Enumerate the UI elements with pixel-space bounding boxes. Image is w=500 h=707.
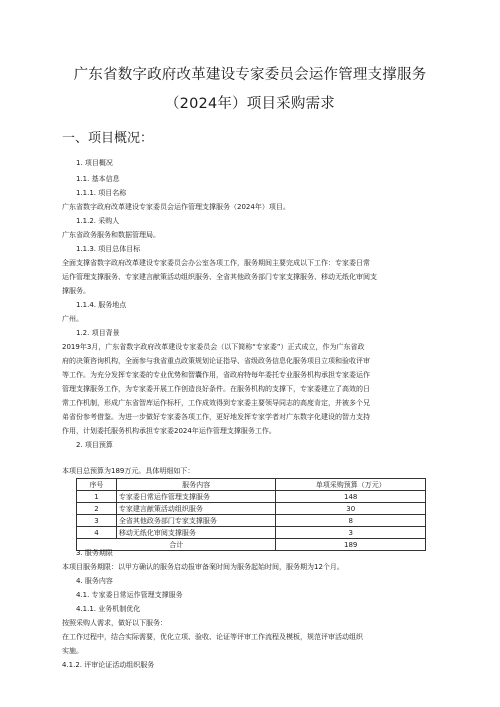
paragraph-overall-goal-line-2: 运作管理支撑服务、专家建言献策活动组织服务、全省其他政务部门专家支撑服务、移动无纸化审阅支 bbox=[62, 273, 377, 281]
table-cell-amount: 8 bbox=[276, 515, 426, 527]
table-header-row bbox=[77, 479, 426, 491]
table-cell-item: 移动无纸化审阅支撑服务 bbox=[116, 527, 276, 539]
heading-project-name: 1.1.1. 项目名称 bbox=[76, 189, 127, 197]
heading-project-budget: 2. 项目预算 bbox=[76, 441, 113, 449]
heading-service-content: 4. 服务内容 bbox=[76, 577, 113, 585]
heading-project-overview: 1. 项目概况 bbox=[76, 159, 113, 167]
heading-review-organization: 4.1.2. 评审论证活动组织服务 bbox=[62, 661, 155, 669]
paragraph-overall-goal-line-1: 全面支撑省数字政府改革建设专家委员会办公室各项工作，服务期间主要完成以下工作：专家委日常 bbox=[62, 259, 370, 267]
table-cell-no: 4 bbox=[77, 527, 117, 539]
heading-basic-info: 1.1. 基本信息 bbox=[76, 175, 120, 183]
heading-service-location: 1.1.4. 服务地点 bbox=[76, 301, 127, 309]
table-header-cell: 序号 bbox=[77, 479, 117, 491]
budget-table-wrap bbox=[62, 466, 426, 551]
section-heading: 一、项目概况： bbox=[62, 131, 154, 146]
heading-daily-operation: 4.1. 专家委日常运作管理支撑服务 bbox=[76, 591, 183, 599]
paragraph-background-line-5: 常工作机制，形成广东省智库运作标杆，工作成效得到专家委主要领导同志的高度肯定，并被多个兄 bbox=[62, 399, 370, 407]
paragraph-background-line-6: 弟省份参考借鉴。为进一步做好专家委各项工作，更好地发挥专家学者对广东数字化建设的智力支持 bbox=[62, 413, 370, 421]
paragraph-service-period: 本项目服务期限：以甲方确认的服务启动报审备案时间为服务起始时间，服务期为12个月。 bbox=[62, 563, 344, 571]
table-row bbox=[77, 527, 426, 539]
document-title-line-1: 广东省数字政府改革建设专家委员会运作管理支撑服务 bbox=[73, 67, 427, 83]
heading-purchaser: 1.1.2. 采购人 bbox=[76, 217, 120, 225]
table-cell-item: 专家委日常运作管理支撑服务 bbox=[116, 491, 276, 503]
paragraph-purchaser: 广东省政务服务和数据管理局。 bbox=[62, 231, 160, 239]
heading-project-background: 1.2. 项目背景 bbox=[76, 329, 120, 337]
paragraph-background-line-2: 府的决策咨询机构，全面参与我省重点政策规划论证指导、省级政务信息化服务项目立项和验收评审 bbox=[62, 357, 370, 365]
paragraph-background-line-7: 作用，计划委托服务机构承担专家委2024年运作管理支撑服务工作。 bbox=[62, 427, 276, 435]
paragraph-project-name: 广东省数字政府改革建设专家委员会运作管理支撑服务（2024年）项目。 bbox=[62, 203, 290, 211]
table-row bbox=[77, 515, 426, 527]
paragraph-background-line-3: 等工作。为充分发挥专家委的专业优势和智囊作用，省政府特每年委托专业服务机构承担专家委运作 bbox=[62, 371, 370, 379]
budget-table bbox=[76, 478, 426, 551]
paragraph-service-location: 广州。 bbox=[62, 315, 83, 323]
table-row bbox=[77, 503, 426, 515]
table-header-cell: 单项采购预算（万元） bbox=[276, 479, 426, 491]
paragraph-optimization-line-2: 实施。 bbox=[62, 647, 83, 655]
table-header-cell: 服务内容 bbox=[116, 479, 276, 491]
table-cell-no: 1 bbox=[77, 491, 117, 503]
heading-mechanism-optimization: 4.1.1. 业务机制优化 bbox=[76, 605, 141, 613]
table-cell-amount: 30 bbox=[276, 503, 426, 515]
table-total-row bbox=[77, 539, 426, 551]
table-cell-amount: 3 bbox=[276, 527, 426, 539]
paragraph-background-line-1: 2019年3月，广东省数字政府改革建设专家委员会（以下简称“专家委”）正式成立，作为广东省政 bbox=[62, 343, 365, 351]
document-title-line-2: （2024年）项目采购需求 bbox=[164, 96, 335, 112]
table-cell-item: 全省其他政务部门专家支撑服务 bbox=[116, 515, 276, 527]
paragraph-overall-goal-line-3: 撑服务。 bbox=[62, 287, 90, 295]
paragraph-purchaser-needs: 按照采购人需求，做好以下服务： bbox=[62, 619, 167, 627]
table-cell-amount: 148 bbox=[276, 491, 426, 503]
paragraph-total-budget: 本项目总预算为189万元。具体明细如下： bbox=[62, 467, 195, 475]
paragraph-optimization-line-1: 在工作过程中，结合实际需要，优化立项、验收、论证等评审工作流程及模板，规范评审活动组织 bbox=[62, 633, 363, 641]
table-total-label: 合计 bbox=[77, 539, 276, 551]
table-cell-no: 2 bbox=[77, 503, 117, 515]
heading-overall-goal: 1.1.3. 项目总体目标 bbox=[76, 245, 141, 253]
heading-service-period: 3. 服务期限 bbox=[76, 549, 113, 557]
table-total-amount: 189 bbox=[276, 539, 426, 551]
table-cell-item: 专家建言献策活动组织服务 bbox=[116, 503, 276, 515]
paragraph-background-line-4: 管理支撑服务工作，为专家委开展工作创造良好条件。在服务机构的支撑下，专家委建立了高效的日 bbox=[62, 385, 370, 393]
table-row bbox=[77, 491, 426, 503]
table-cell-no: 3 bbox=[77, 515, 117, 527]
